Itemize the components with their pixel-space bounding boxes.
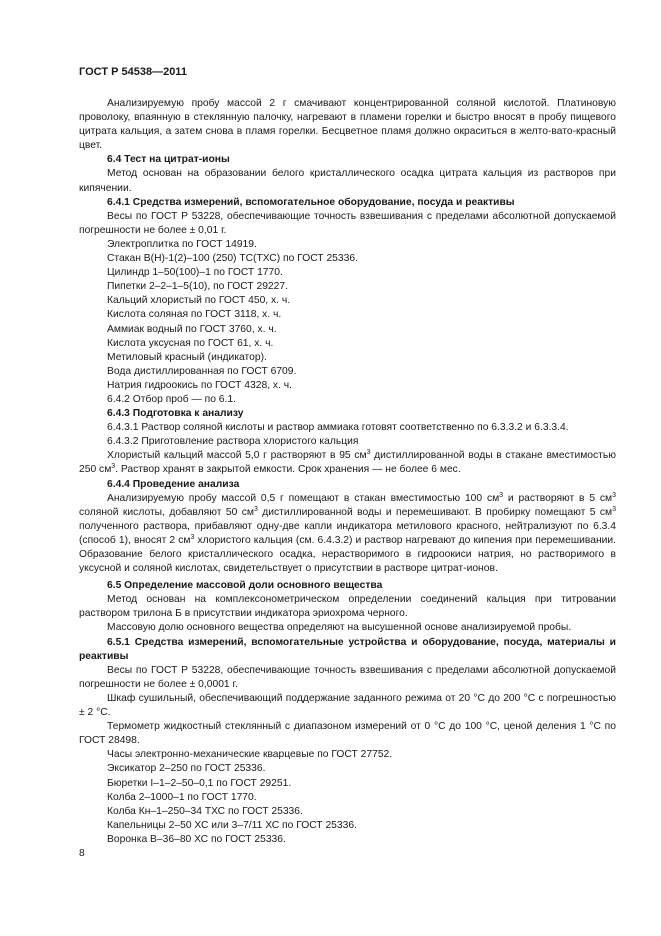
list-item: Часы электронно-механические кварцевые по ГОСТ 27752. <box>107 749 393 761</box>
list-item: Бюретки I–1–2–50–0,1 по ГОСТ 29251. <box>107 777 292 789</box>
list-item: Воронка В–36–80 ХС по ГОСТ 25336. <box>107 833 286 845</box>
section-heading-6-4-3: 6.4.3 Подготовка к анализу <box>107 408 244 420</box>
list-item: Колба Кн–1–250–34 ТХС по ГОСТ 25336. <box>107 805 303 817</box>
paragraph: Шкаф сушильный, обеспечивающий поддержание заданного режима от 20 °С до 200 °С с погрешностью ± 2 °С. <box>79 692 616 719</box>
paragraph: 6.4.3.2 Приготовление раствора хлористого кальция <box>107 436 359 448</box>
list-item: Кислота соляная по ГОСТ 3118, х. ч. <box>107 309 282 321</box>
document-body <box>79 94 616 847</box>
paragraph: 6.4.2 Отбор проб — по 6.1. <box>107 393 236 405</box>
list-item: Электроплитка по ГОСТ 14919. <box>107 238 257 250</box>
list-item: Цилиндр 1–50(100)–1 по ГОСТ 1770. <box>107 267 283 279</box>
list-item: Пипетки 2–2–1–5(10), по ГОСТ 29227. <box>107 281 288 293</box>
page-number: 8 <box>79 848 85 859</box>
paragraph: 6.4.3.1 Раствор соляной кислоты и раствор аммиака готовят соответственно по 6.3.3.2 и 6.3.3.4. <box>107 422 569 434</box>
standard-header: ГОСТ Р 54538—2011 <box>79 66 187 78</box>
list-item: Колба 2–1000–1 по ГОСТ 1770. <box>107 791 257 803</box>
list-item: Капельницы 2–50 ХС или 3–7/11 ХС по ГОСТ 25336. <box>107 819 357 831</box>
paragraph: Термометр жидкостный стеклянный с диапазоном измерений от 0 °С до 100 °С, ценой деления 1 °С по ГОСТ 28498. <box>79 721 616 747</box>
paragraph: Метод основан на образовании белого кристаллического осадка цитрата кальция из растворов при кипячении. <box>79 168 616 194</box>
paragraph: Весы по ГОСТ Р 53228, обеспечивающие точность взвешивания с пределами абсолютной допускаемой погрешности не более ± 0,01 г. <box>79 210 616 236</box>
list-item: Кислота уксусная по ГОСТ 61, х. ч. <box>107 337 274 349</box>
section-heading-6-5-1: 6.5.1 Средства измерений, вспомогательные устройства и оборудование, посуда, материалы и реактивы <box>79 636 616 662</box>
list-item: Кальций хлористый по ГОСТ 450, х. ч. <box>107 295 291 307</box>
list-item: Аммиак водный по ГОСТ 3760, х. ч. <box>107 323 277 335</box>
list-item: Натрия гидроокись по ГОСТ 4328, х. ч. <box>107 379 293 391</box>
list-item: Стакан В(Н)-1(2)–100 (250) ТС(ТХС) по ГОСТ 25336. <box>107 253 358 265</box>
section-heading-6-4: 6.4 Тест на цитрат-ионы <box>107 154 230 166</box>
section-heading-6-4-4: 6.4.4 Проведение анализа <box>107 478 240 490</box>
list-item: Метиловый красный (индикатор). <box>107 351 267 363</box>
paragraph-calcium-chloride-solution: Хлористый кальций массой 5,0 г растворяют в 95 $см^3$ дистиллированной воды в стакане вместимостью 250 $см^3$. Раствор хранят в закрытой емкости. Срок хранения — не более 6 мес. <box>79 449 616 476</box>
section-heading-6-4-1: 6.4.1 Средства измерений, вспомогательное оборудование, посуда и реактивы <box>107 196 515 208</box>
paragraph: Весы по ГОСТ Р 53228, обеспечивающие точность взвешивания с пределами абсолютной допускаемой погрешности не более ± 0,0001 г. <box>79 664 616 690</box>
list-item: Вода дистиллированная по ГОСТ 6709. <box>107 365 297 377</box>
paragraph: Массовую долю основного вещества определяют на высушенной основе анализируемой пробы. <box>107 622 572 634</box>
list-item: Эксикатор 2–250 по ГОСТ 25336. <box>107 763 266 775</box>
paragraph: Метод основан на комплексонометрическом определении соединений кальция при титровании раствором трилона Б в присутствии индикатора эриохрома черного. <box>79 594 616 620</box>
paragraph-analysis-procedure: Анализируемую пробу массой 0,5 г помещают в стакан вместимостью 100 $см^3$ и растворяют в 5 $см^3$ соляной кислоты, добавляют 50 $см^3$ дистиллированной воды и перемешивают. В пробирку помещают 5 $см^3$ полученного раствора, прибавляют одну-две капли индикатора метилового красного, нейтрализуют по 6.3.4 (способ 1), вносят 2 $см^3$ хлористого кальция (см. 6.4.3.2) и раствор нагревают до кипения при перемешивании. Образование белого кристаллического осадка, нерастворимого в гидроокиси натрия, но растворимого в уксусной и соляной кислотах, свидетельствует о присутствии в растворе цитрат-ионов. <box>79 491 616 575</box>
paragraph-flame-test: Анализируемую пробу массой 2 г смачивают концентрированной соляной кислотой. Платиновую проволоку, впаянную в стеклянную палочку, нагревают в пламени горелки и быстро вносят в пробу пищевого цитрата кальция, а затем снова в пламя горелки. Бесцветное пламя должно окраситься в желто-вато-красный цвет. <box>79 98 616 152</box>
section-heading-6-5: 6.5 Определение массовой доли основного вещества <box>107 580 383 592</box>
